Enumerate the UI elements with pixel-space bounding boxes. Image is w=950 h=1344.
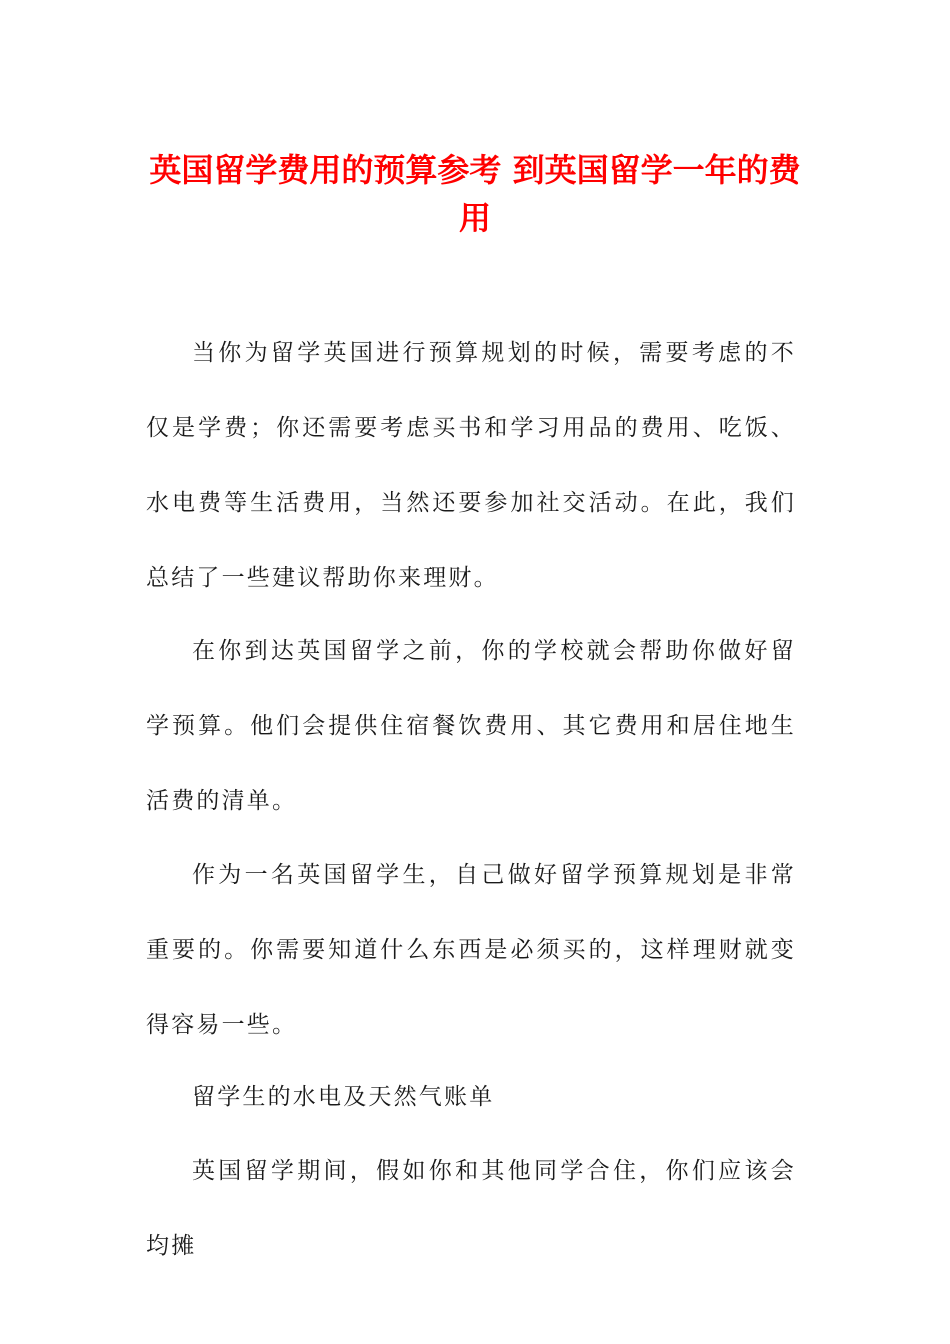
paragraph-1: 当你为留学英国进行预算规划的时候，需要考虑的不仅是学费；你还需要考虑买书和学习用品的费用、吃饭、水电费等生活费用，当然还要参加社交活动。在此，我们总结了一些建议帮助你来理财。 xyxy=(146,340,796,591)
section-heading: 留学生的水电及天然气账单 xyxy=(192,1084,495,1110)
document-title: 英国留学费用的预算参考 到英国留学一年的费用 xyxy=(149,151,801,237)
paragraph-4: 英国留学期间，假如你和其他同学合住，你们应该会均摊 xyxy=(146,1158,796,1259)
paragraph-3: 作为一名英国留学生，自己做好留学预算规划是非常重要的。你需要知道什么东西是必须买的，这样理财就变得容易一些。 xyxy=(146,862,796,1038)
paragraph-2: 在你到达英国留学之前，你的学校就会帮助你做好留学预算。他们会提供住宿餐饮费用、其它费用和居住地生活费的清单。 xyxy=(146,638,796,814)
